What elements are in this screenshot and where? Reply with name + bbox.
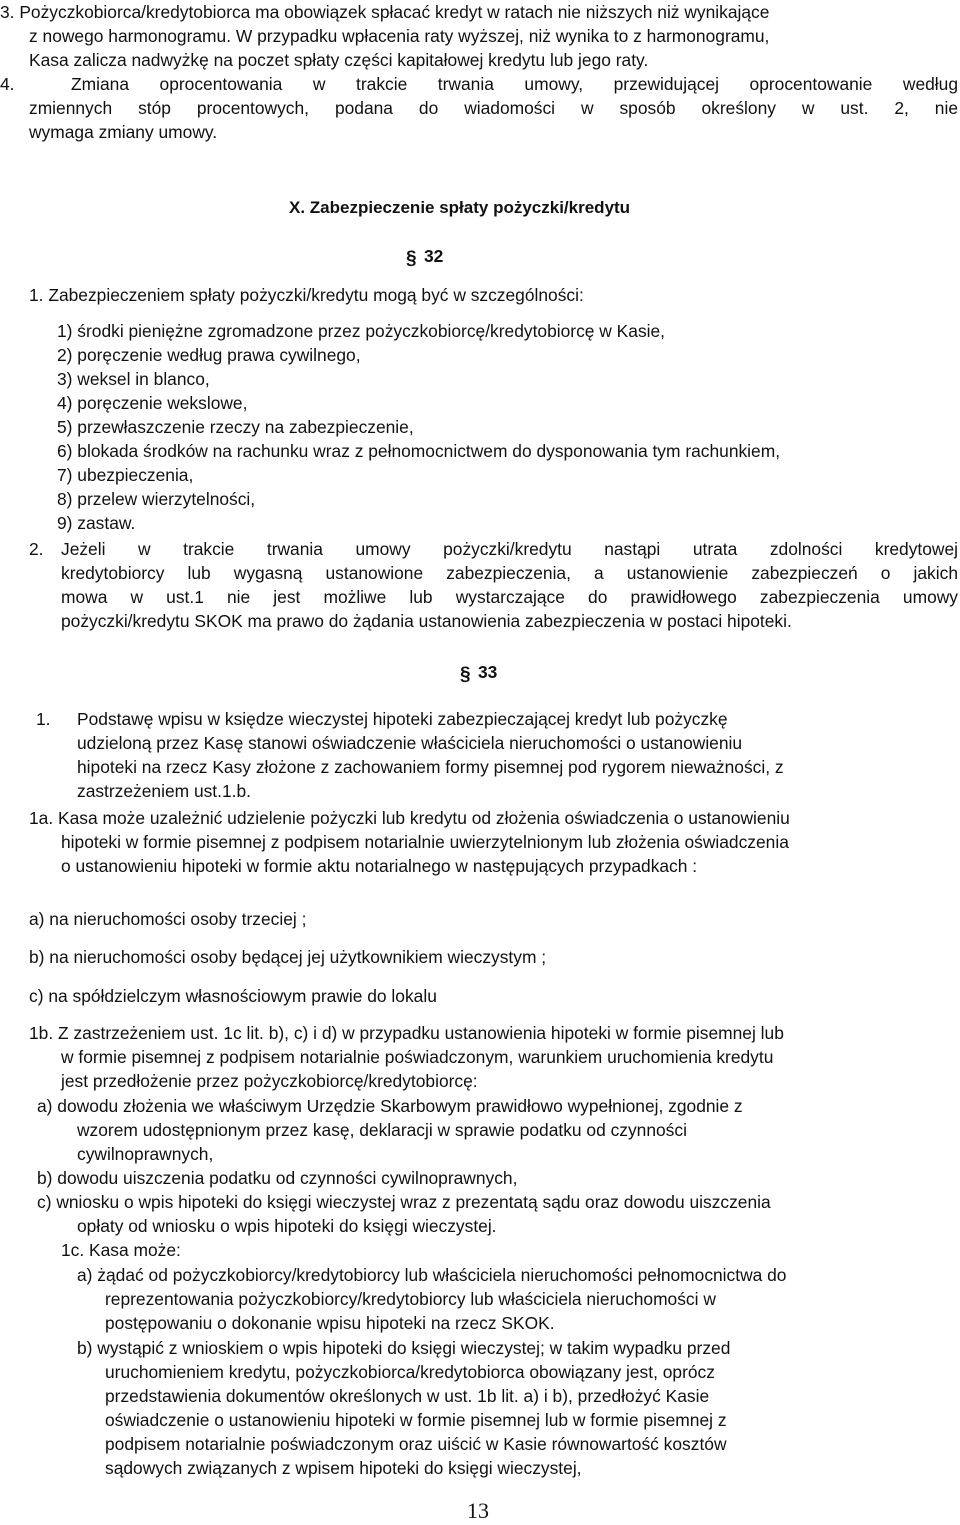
paragraph-4-number: 4. <box>0 74 15 94</box>
doc-item-c-line-2: opłaty od wniosku o wpis hipoteki do księgi wieczystej. <box>77 1216 497 1236</box>
power-item-a-line-1: a) żądać od pożyczkobiorcy/kredytobiorcy lub właściciela nieruchomości pełnomocnictwa do <box>77 1265 787 1285</box>
list-item-5: 5) przewłaszczenie rzeczy na zabezpieczenie, <box>57 417 414 437</box>
list-item-8: 8) przelew wierzytelności, <box>57 489 256 509</box>
section-33-point-1-line-1: Podstawę wpisu w księdze wieczystej hipoteki zabezpieczającej kredyt lub pożyczkę <box>77 709 728 729</box>
doc-item-b-line-1: b) dowodu uiszczenia podatku od czynności cywilnoprawnych, <box>37 1168 518 1188</box>
power-item-b-line-2: uruchomieniem kredytu, pożyczkobiorca/kredytobiorca obowiązany jest, oprócz <box>105 1362 715 1382</box>
section-32-number: 32 <box>424 246 444 266</box>
power-item-b-line-1: b) wystąpić z wnioskiem o wpis hipoteki do księgi wieczystej; w takim wypadku przed <box>77 1338 731 1358</box>
list-item-9: 9) zastaw. <box>57 513 136 533</box>
section-33-point-1-line-4: zastrzeżeniem ust.1.b. <box>77 781 251 801</box>
section-sign-33: § <box>460 664 471 685</box>
case-c: c) na spółdzielczym własnościowym prawie do lokalu <box>29 986 437 1006</box>
section-sign-32: § <box>406 248 417 269</box>
paragraph-4-line-2: zmiennych stóp procentowych, podana do wiadomości w sposób określony w ust. 2, nie <box>29 98 958 118</box>
section-33-point-1b-line-2: w formie pisemnej z podpisem notarialnie poświadczonym, warunkiem uruchomienia kredytu <box>61 1047 774 1067</box>
case-b: b) na nieruchomości osoby będącej jej użytkownikiem wieczystym ; <box>29 947 547 967</box>
section-33-point-1a-line-3: o ustanowieniu hipoteki w formie aktu notarialnego w następujących przypadkach : <box>61 856 698 876</box>
doc-item-a-line-3: cywilnoprawnych, <box>77 1144 214 1164</box>
doc-item-a-line-1: a) dowodu złożenia we właściwym Urzędzie Skarbowym prawidłowo wypełnionej, zgodnie z <box>37 1096 743 1116</box>
list-item-3: 3) weksel in blanco, <box>57 369 210 389</box>
doc-item-c-line-1: c) wniosku o wpis hipoteki do księgi wieczystej wraz z prezentatą sądu oraz dowodu uiszczenia <box>37 1192 771 1212</box>
power-item-b-line-6: sądowych związanych z wpisem hipoteki do księgi wieczystej, <box>105 1458 582 1478</box>
section-32-point-2-line-2: kredytobiorcy lub wygasną ustanowione zabezpieczenia, a ustanowienie zabezpieczeń o jakich <box>61 563 958 583</box>
section-33-point-1b-line-1: 1b. Z zastrzeżeniem ust. 1c lit. b), c) i d) w przypadku ustanowienia hipoteki w formie pisemnej lub <box>29 1023 784 1043</box>
power-item-a-line-2: reprezentowania pożyczkobiorcy/kredytobiorcy lub właściciela nieruchomości w <box>105 1289 716 1309</box>
section-33-point-1-line-2: udzieloną przez Kasę stanowi oświadczenie właściciela nieruchomości o ustanowieniu <box>77 733 743 753</box>
section-33-number: 33 <box>478 662 498 682</box>
section-heading: X. Zabezpieczenie spłaty pożyczki/kredytu <box>289 198 631 217</box>
section-32-point-2-number: 2. <box>29 539 44 559</box>
list-item-7: 7) ubezpieczenia, <box>57 465 194 485</box>
section-33-point-1a-line-2: hipoteki w formie pisemnej z podpisem notarialnie uwierzytelnionym lub złożenia oświadczenia <box>61 832 789 852</box>
paragraph-3-line-3: Kasa zalicza nadwyżkę na poczet spłaty części kapitałowej kredytu lub jego raty. <box>29 50 649 70</box>
list-item-4: 4) poręczenie wekslowe, <box>57 393 248 413</box>
section-32-point-2-line-4: pożyczki/kredytu SKOK ma prawo do żądania ustanowienia zabezpieczenia w postaci hipoteki. <box>61 611 792 631</box>
section-33-point-1a-line-1: 1a. Kasa może uzależnić udzielenie pożyczki lub kredytu od złożenia oświadczenia o ustanowieniu <box>29 808 790 828</box>
list-item-2: 2) poręczenie według prawa cywilnego, <box>57 345 361 365</box>
list-item-1: 1) środki pieniężne zgromadzone przez pożyczkobiorcę/kredytobiorcę w Kasie, <box>57 321 666 341</box>
paragraph-4-line-3: wymaga zmiany umowy. <box>29 122 218 142</box>
power-item-a-line-3: postępowaniu o dokonanie wpisu hipoteki na rzecz SKOK. <box>105 1313 555 1333</box>
section-33-point-1-number: 1. <box>36 709 51 729</box>
power-item-b-line-3: przedstawienia dokumentów określonych w ust. 1b lit. a) i b), przedłożyć Kasie <box>105 1386 710 1406</box>
case-a: a) na nieruchomości osoby trzeciej ; <box>29 909 307 929</box>
paragraph-3-line-1: 3. Pożyczkobiorca/kredytobiorca ma obowiązek spłacać kredyt w ratach nie niższych niż wynikające <box>0 2 770 22</box>
paragraph-3-line-2: z nowego harmonogramu. W przypadku wpłacenia raty wyższej, niż wynika to z harmonogramu, <box>29 26 770 46</box>
paragraph-4-line-1: Zmiana oprocentowania w trakcie trwania umowy, przewidującej oprocentowanie według <box>71 74 958 94</box>
list-item-6: 6) blokada środków na rachunku wraz z pełnomocnictwem do dysponowania tym rachunkiem, <box>57 441 781 461</box>
page-number: 13 <box>467 1498 489 1523</box>
section-32-point-1: 1. Zabezpieczeniem spłaty pożyczki/kredytu mogą być w szczególności: <box>29 285 584 305</box>
section-32-point-2-line-3: mowa w ust.1 nie jest możliwe lub wystarczające do prawidłowego zabezpieczenia umowy <box>61 587 958 607</box>
section-33-point-1b-line-3: jest przedłożenie przez pożyczkobiorcę/kredytobiorcę: <box>61 1071 478 1091</box>
power-item-b-line-4: oświadczenie o ustanowieniu hipoteki w formie pisemnej lub w formie pisemnej z <box>105 1410 727 1430</box>
section-33-point-1-line-3: hipoteki na rzecz Kasy złożone z zachowaniem formy pisemnej pod rygorem nieważności, z <box>77 757 784 777</box>
doc-item-a-line-2: wzorem udostępnionym przez kasę, deklaracji w sprawie podatku od czynności <box>77 1120 687 1140</box>
section-32-point-2-line-1: Jeżeli w trakcie trwania umowy pożyczki/kredytu nastąpi utrata zdolności kredytowej <box>61 539 958 559</box>
section-33-point-1c: 1c. Kasa może: <box>61 1240 181 1260</box>
power-item-b-line-5: podpisem notarialnie poświadczonym oraz uiścić w Kasie równowartość kosztów <box>105 1434 727 1454</box>
